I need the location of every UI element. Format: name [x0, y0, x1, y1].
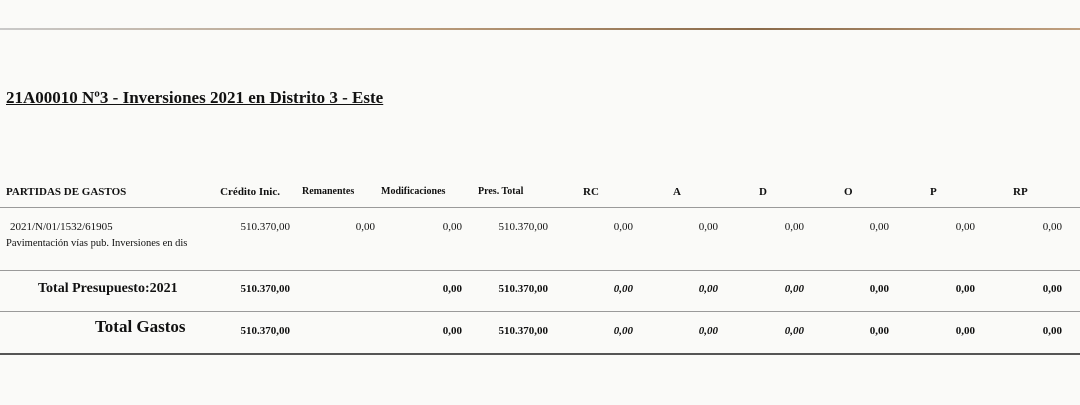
top-divider [0, 28, 1080, 30]
header-partidas: PARTIDAS DE GASTOS [6, 186, 127, 198]
total-separator [0, 311, 1080, 312]
header-pres-total: Pres. Total [478, 186, 524, 197]
row-remanentes: 0,00 [355, 221, 375, 233]
total-presupuesto-p: 0,00 [955, 283, 975, 295]
row-d: 0,00 [784, 221, 804, 233]
total-presupuesto-o: 0,00 [869, 283, 889, 295]
total-gastos-pres-total: 510.370,00 [498, 325, 548, 337]
header-separator [0, 207, 1080, 208]
header-a: A [673, 186, 681, 198]
row-rp: 0,00 [1042, 221, 1062, 233]
header-rc: RC [583, 186, 599, 198]
total-gastos-d: 0,00 [784, 325, 804, 337]
row-separator [0, 270, 1080, 271]
total-gastos-modificaciones: 0,00 [442, 325, 462, 337]
document-title: 21A00010 Nº3 - Inversiones 2021 en Distrito 3 - Este [6, 88, 384, 107]
header-remanentes: Remanentes [302, 186, 355, 197]
row-credito: 510.370,00 [240, 221, 290, 233]
total-presupuesto-label: Total Presupuesto:2021 [38, 281, 178, 296]
total-presupuesto-modificaciones: 0,00 [442, 283, 462, 295]
row-code: 2021/N/01/1532/61905 [10, 221, 113, 233]
total-gastos-credito: 510.370,00 [240, 325, 290, 337]
total-presupuesto-pres-total: 510.370,00 [498, 283, 548, 295]
total-gastos-label: Total Gastos [95, 317, 186, 336]
header-rp: RP [1013, 186, 1028, 198]
total-presupuesto-d: 0,00 [784, 283, 804, 295]
row-modificaciones: 0,00 [442, 221, 462, 233]
row-pres-total: 510.370,00 [498, 221, 548, 233]
total-presupuesto-rp: 0,00 [1042, 283, 1062, 295]
header-p: P [930, 186, 937, 198]
row-p: 0,00 [955, 221, 975, 233]
total-gastos-o: 0,00 [869, 325, 889, 337]
total-presupuesto-credito: 510.370,00 [240, 283, 290, 295]
header-credito: Crédito Inic. [220, 186, 280, 198]
total-gastos-rc: 0,00 [613, 325, 633, 337]
total-presupuesto-a: 0,00 [698, 283, 718, 295]
bottom-rule [0, 353, 1080, 355]
total-presupuesto-rc: 0,00 [613, 283, 633, 295]
row-description: Pavimentación vías pub. Inversiones en dis [6, 238, 188, 249]
header-o: O [844, 186, 853, 198]
header-d: D [759, 186, 767, 198]
row-a: 0,00 [698, 221, 718, 233]
total-gastos-p: 0,00 [955, 325, 975, 337]
total-gastos-a: 0,00 [698, 325, 718, 337]
header-modificaciones: Modificaciones [381, 186, 446, 197]
row-rc: 0,00 [613, 221, 633, 233]
row-o: 0,00 [869, 221, 889, 233]
total-gastos-rp: 0,00 [1042, 325, 1062, 337]
